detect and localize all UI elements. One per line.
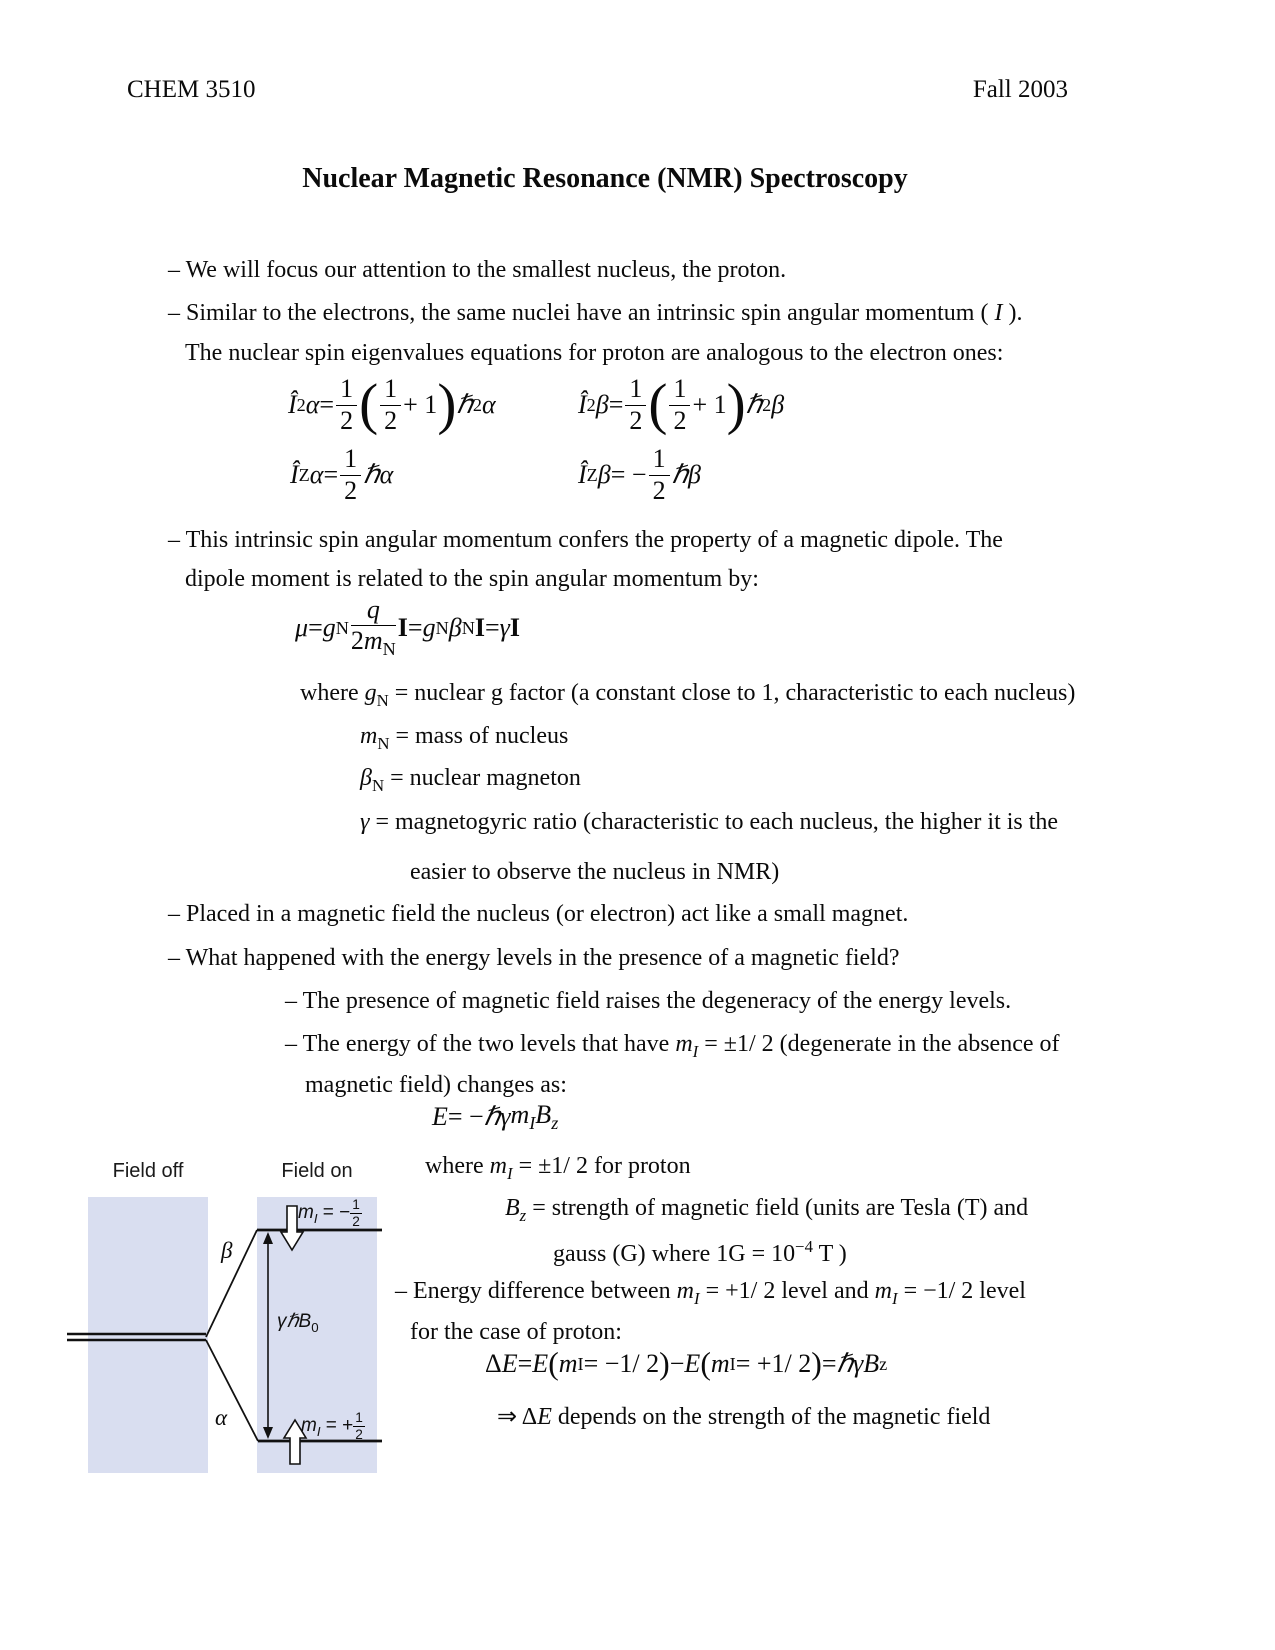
implication-line: ⇒ ΔE depends on the strength of the magnetic field: [497, 1404, 991, 1430]
where-magnetogyric-ratio-cont: easier to observe the nucleus in NMR): [410, 859, 780, 885]
field-off-label: Field off: [112, 1160, 184, 1182]
where-bz-gauss: gauss (G) where $1G = 10^{-4}$ T ): [553, 1237, 847, 1267]
alpha-state-label: α: [215, 1405, 228, 1430]
where-mi-proton: where $m_I = \pm 1/$ 2 for proton: [425, 1153, 691, 1183]
where-mass-nucleus: $m_N$ = mass of nucleus: [360, 723, 569, 753]
where-bz-strength: $B_z$ = strength of magnetic field (units are Tesla (T) and: [505, 1195, 1029, 1225]
eigenvalue-equation-i2-alpha: Î 2 α = $\frac{1}{2}$ ( $\frac{1}{2}$ + 1 ) ℏ 2 α: [288, 373, 496, 436]
where-nuclear-magneton: $\beta_N$ = nuclear magneton: [360, 765, 581, 795]
dipole-moment-equation: μ = g N $\frac{q}{2m_N}$ I = g N β N I = γ I: [295, 595, 520, 660]
field-on-label: Field on: [281, 1160, 353, 1182]
bullet-energy-difference: – Energy difference between $m_I = +1/$ 2 level and $m_I = -1/$ 2 level: [395, 1278, 1026, 1308]
header-term: Fall 2003: [972, 76, 1068, 103]
where-magnetogyric-ratio: γ = magnetogyric ratio (characteristic to each nucleus, the higher it is the: [360, 809, 1059, 835]
intro-bullet-proton: – We will focus our attention to the smallest nucleus, the proton.: [168, 257, 787, 283]
eigenvalue-equation-iz-alpha: Î Z α = $\frac{1}{2}$ ℏα: [290, 444, 394, 505]
eigenvalue-equation-iz-beta: Î Z β = − $\frac{1}{2}$ ℏβ: [578, 444, 702, 505]
dipole-bullet-line2: dipole moment is related to the spin angular momentum by:: [185, 566, 759, 592]
dipole-bullet-line1: – This intrinsic spin angular momentum confers the property of a magnetic dipole. The: [168, 527, 1003, 553]
eigenvalue-equation-i2-beta: Î 2 β = $\frac{1}{2}$ ( $\frac{1}{2}$ + 1 ) ℏ 2 β: [578, 373, 785, 436]
energy-equation: E = − ℏγ $m_I$ $B_z$: [432, 1099, 559, 1134]
bullet-energy-difference-cont: for the case of proton:: [410, 1319, 622, 1345]
bullet-energy-levels-question: – What happened with the energy levels in the presence of a magnetic field?: [168, 945, 900, 971]
header-course-code: CHEM 3510: [127, 76, 256, 103]
sub-bullet-two-levels-cont: magnetic field) changes as:: [305, 1072, 567, 1098]
intro-bullet-spin-cont: The nuclear spin eigenvalues equations for proton are analogous to the electron ones:: [185, 340, 1004, 366]
energy-gap-label: γℏB$_0$: [277, 1311, 319, 1335]
mi-lower-label: $m_I$ = + $\frac{1}{2}$: [301, 1410, 363, 1442]
where-g-factor: where $g_N$ = nuclear g factor (a constant close to 1, characteristic to each nucleus): [300, 680, 1076, 710]
page-title: Nuclear Magnetic Resonance (NMR) Spectroscopy: [302, 163, 908, 194]
bullet-small-magnet: – Placed in a magnetic field the nucleus (or electron) act like a small magnet.: [168, 901, 909, 927]
alpha-branch-line: [206, 1340, 258, 1441]
beta-state-label: β: [221, 1238, 233, 1263]
sub-bullet-degeneracy: – The presence of magnetic field raises the degeneracy of the energy levels.: [285, 988, 1012, 1014]
sub-bullet-two-levels: – The energy of the two levels that have $m_I = \pm 1/$ 2 (degenerate in the absence of: [285, 1031, 1060, 1061]
delta-e-equation: Δ E = E ( m I = −1/ 2 ) − E ( m I = +1/ 2 ) = ℏγ B z: [485, 1346, 888, 1381]
mi-upper-label: $m_I$ = − $\frac{1}{2}$: [298, 1197, 360, 1229]
intro-bullet-spin: – Similar to the electrons, the same nuclei have an intrinsic spin angular momentum ( I ).: [168, 300, 1023, 326]
